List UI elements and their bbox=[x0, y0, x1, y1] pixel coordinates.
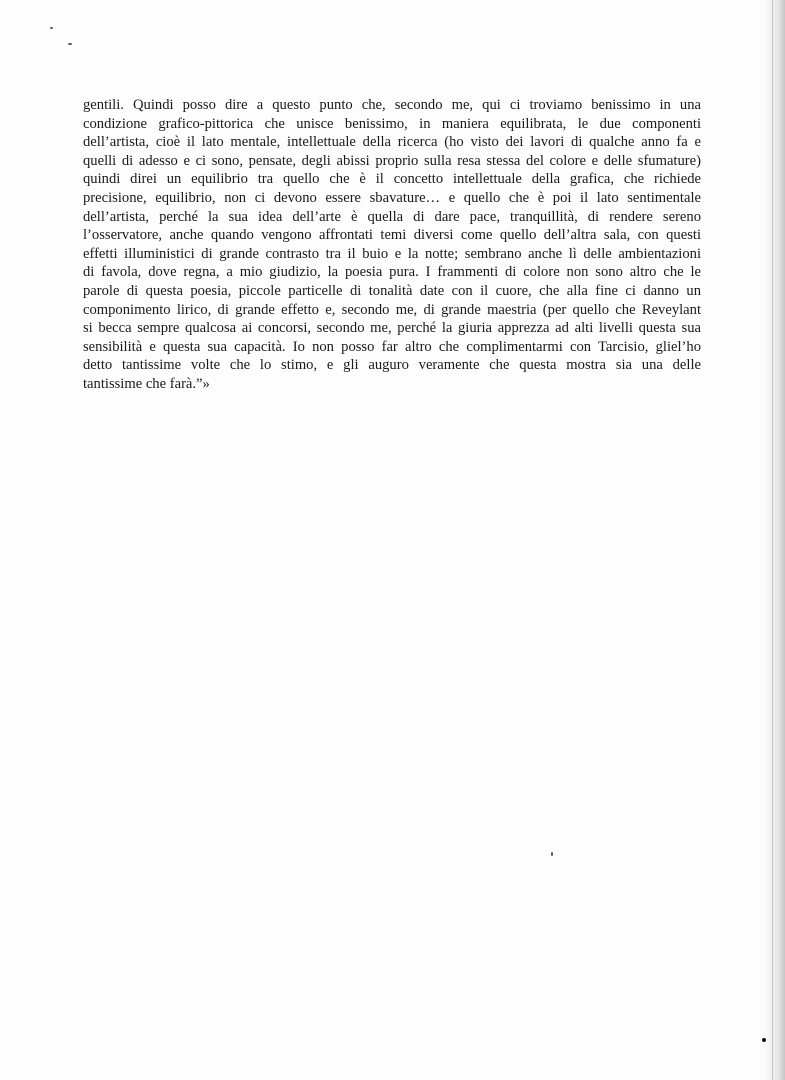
paragraph-line: dell’artista, perché la sua idea dell’arte è quella di dare pace, tranquillità, di rendere sereno bbox=[83, 208, 701, 225]
body-paragraph bbox=[83, 96, 701, 394]
paragraph-line: si becca sempre qualcosa ai concorsi, secondo me, perché la giuria apprezza ad alti livelli questa sua bbox=[83, 320, 701, 337]
paragraph-line: componimento lirico, di grande effetto e, secondo me, di grande maestria (per quello che Reveylant bbox=[83, 301, 701, 318]
paragraph-line: detto tantissime volte che lo stimo, e gli auguro veramente che questa mostra sia una delle bbox=[83, 357, 701, 374]
paragraph-line: quelli di adesso e ci sono, pensate, degli abissi proprio sulla resa stessa del colore e delle sfumature) bbox=[83, 152, 701, 169]
scan-speck bbox=[551, 852, 553, 856]
scan-speck bbox=[762, 1038, 766, 1042]
paragraph-line: parole di questa poesia, piccole particelle di tonalità date con il cuore, che alla fine ci danno un bbox=[83, 282, 701, 299]
scan-speck bbox=[68, 43, 72, 45]
paragraph-line: gentili. Quindi posso dire a questo punto che, secondo me, qui ci troviamo benissimo in una bbox=[83, 97, 701, 113]
paragraph-line: dell’artista, cioè il lato mentale, intellettuale della ricerca (ho visto dei lavori di qualche anno fa e bbox=[83, 134, 701, 151]
page-edge-shadow bbox=[763, 0, 785, 1080]
scan-speck bbox=[50, 27, 53, 29]
paragraph-line: condizione grafico-pittorica che unisce benissimo, in maniera equilibrata, le due componenti bbox=[83, 115, 701, 132]
paragraph-line: precisione, equilibrio, non ci devono essere sbavature… e quello che è poi il lato sentimentale bbox=[83, 189, 701, 206]
paragraph-line: di favola, dove regna, a mio giudizio, la poesia pura. I frammenti di colore non sono altro che le bbox=[83, 264, 701, 281]
page-edge-line bbox=[772, 0, 773, 1080]
paragraph-line: effetti illuministici di grande contrasto tra il buio e la notte; sembrano anche lì delle ambientazioni bbox=[83, 245, 701, 262]
paragraph-line: l’osservatore, anche quando vengono affrontati temi diversi come quello dell’altra sala, con questi bbox=[83, 227, 701, 244]
paragraph-line: quindi direi un equilibrio tra quello che è il concetto intellettuale della grafica, che richiede bbox=[83, 171, 701, 188]
paragraph-line: sensibilità e questa sua capacità. Io non posso far altro che complimentarmi con Tarcisio, gliel’ho bbox=[83, 338, 701, 355]
paragraph-line-last: tantissime che farà.”» bbox=[83, 375, 210, 392]
